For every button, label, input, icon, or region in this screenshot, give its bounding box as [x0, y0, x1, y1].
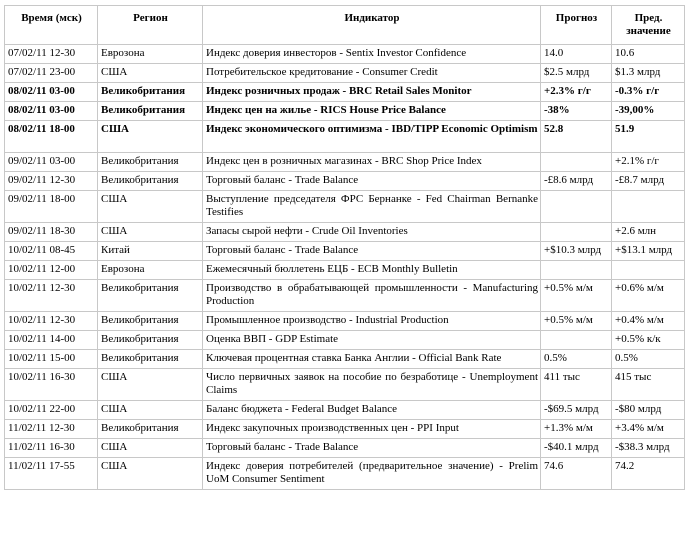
cell-time: 09/02/11 18-00	[5, 191, 98, 223]
table-row	[5, 83, 685, 102]
cell-indicator: Индекс экономического оптимизма - IBD/TIPP Economic Optimism	[203, 121, 541, 153]
cell-region: Великобритания	[98, 172, 203, 191]
cell-time: 07/02/11 12-30	[5, 45, 98, 64]
cell-region: США	[98, 439, 203, 458]
cell-region: Великобритания	[98, 83, 203, 102]
cell-indicator: Баланс бюджета - Federal Budget Balance	[203, 401, 541, 420]
cell-region: Еврозона	[98, 261, 203, 280]
header-region: Регион	[98, 6, 203, 45]
cell-region: США	[98, 401, 203, 420]
cell-previous	[612, 261, 685, 280]
cell-region: Великобритания	[98, 312, 203, 331]
table-row	[5, 45, 685, 64]
calendar-container	[4, 5, 685, 490]
cell-forecast: -$40.1 млрд	[541, 439, 612, 458]
table-row	[5, 261, 685, 280]
cell-time: 08/02/11 03-00	[5, 83, 98, 102]
table-row	[5, 420, 685, 439]
cell-forecast	[541, 261, 612, 280]
table-row	[5, 369, 685, 401]
cell-time: 10/02/11 22-00	[5, 401, 98, 420]
cell-indicator: Индекс цен на жилье - RICS House Price Balance	[203, 102, 541, 121]
economic-calendar-table	[4, 5, 685, 490]
cell-forecast: +0.5% м/м	[541, 312, 612, 331]
cell-previous: -0.3% г/г	[612, 83, 685, 102]
cell-forecast: +2.3% г/г	[541, 83, 612, 102]
cell-previous: -$80 млрд	[612, 401, 685, 420]
cell-previous: 74.2	[612, 458, 685, 490]
cell-region: Великобритания	[98, 102, 203, 121]
cell-previous: 51.9	[612, 121, 685, 153]
cell-forecast: +$10.3 млрд	[541, 242, 612, 261]
cell-forecast: -£8.6 млрд	[541, 172, 612, 191]
cell-indicator: Оценка ВВП - GDP Estimate	[203, 331, 541, 350]
cell-time: 09/02/11 03-00	[5, 153, 98, 172]
cell-indicator: Производство в обрабатывающей промышленности - Manufacturing Production	[203, 280, 541, 312]
cell-region: США	[98, 458, 203, 490]
cell-time: 11/02/11 17-55	[5, 458, 98, 490]
table-row	[5, 280, 685, 312]
cell-indicator: Число первичных заявок на пособие по безработице - Unemployment Claims	[203, 369, 541, 401]
cell-region: США	[98, 191, 203, 223]
header-row	[5, 6, 685, 45]
cell-forecast	[541, 331, 612, 350]
cell-time: 10/02/11 12-00	[5, 261, 98, 280]
cell-region: Еврозона	[98, 45, 203, 64]
cell-previous: +0.6% м/м	[612, 280, 685, 312]
cell-indicator: Индекс цен в розничных магазинах - BRC Shop Price Index	[203, 153, 541, 172]
cell-indicator: Индекс доверия инвесторов - Sentix Investor Confidence	[203, 45, 541, 64]
cell-indicator: Ключевая процентная ставка Банка Англии - Official Bank Rate	[203, 350, 541, 369]
cell-forecast: +0.5% м/м	[541, 280, 612, 312]
cell-region: США	[98, 223, 203, 242]
cell-time: 11/02/11 12-30	[5, 420, 98, 439]
cell-time: 07/02/11 23-00	[5, 64, 98, 83]
header-forecast: Прогноз	[541, 6, 612, 45]
cell-indicator: Потребительское кредитование - Consumer Credit	[203, 64, 541, 83]
cell-time: 10/02/11 14-00	[5, 331, 98, 350]
cell-forecast: 52.8	[541, 121, 612, 153]
cell-indicator: Запасы сырой нефти - Crude Oil Inventories	[203, 223, 541, 242]
cell-time: 08/02/11 03-00	[5, 102, 98, 121]
cell-time: 09/02/11 12-30	[5, 172, 98, 191]
cell-previous: 0.5%	[612, 350, 685, 369]
cell-forecast: +1.3% м/м	[541, 420, 612, 439]
table-row	[5, 242, 685, 261]
table-row	[5, 312, 685, 331]
cell-region: Великобритания	[98, 350, 203, 369]
cell-region: Великобритания	[98, 331, 203, 350]
table-row	[5, 153, 685, 172]
table-row	[5, 172, 685, 191]
cell-previous: +0.4% м/м	[612, 312, 685, 331]
cell-previous: +$13.1 млрд	[612, 242, 685, 261]
cell-previous: -39,00%	[612, 102, 685, 121]
cell-forecast: -$69.5 млрд	[541, 401, 612, 420]
cell-time: 10/02/11 12-30	[5, 280, 98, 312]
cell-indicator: Выступление председателя ФРС Бернанке - Fed Chairman Bernanke Testifies	[203, 191, 541, 223]
cell-indicator: Торговый баланс - Trade Balance	[203, 242, 541, 261]
cell-region: США	[98, 369, 203, 401]
cell-previous	[612, 191, 685, 223]
table-row	[5, 401, 685, 420]
cell-indicator: Индекс доверия потребителей (предварительное значение) - Prelim UoM Consumer Sentiment	[203, 458, 541, 490]
cell-forecast: 14.0	[541, 45, 612, 64]
cell-previous: -$38.3 млрд	[612, 439, 685, 458]
cell-forecast	[541, 191, 612, 223]
table-row	[5, 458, 685, 490]
cell-region: США	[98, 121, 203, 153]
cell-previous: 415 тыс	[612, 369, 685, 401]
table-row	[5, 121, 685, 153]
cell-previous: 10.6	[612, 45, 685, 64]
table-row	[5, 102, 685, 121]
table-row	[5, 64, 685, 83]
cell-indicator: Индекс розничных продаж - BRC Retail Sales Monitor	[203, 83, 541, 102]
cell-time: 09/02/11 18-30	[5, 223, 98, 242]
table-row	[5, 350, 685, 369]
cell-previous: +2.6 млн	[612, 223, 685, 242]
cell-time: 10/02/11 08-45	[5, 242, 98, 261]
cell-indicator: Ежемесячный бюллетень ЕЦБ - ECB Monthly Bulletin	[203, 261, 541, 280]
cell-indicator: Индекс закупочных производственных цен - PPI Input	[203, 420, 541, 439]
cell-previous: +0.5% к/к	[612, 331, 685, 350]
cell-indicator: Торговый баланс - Trade Balance	[203, 439, 541, 458]
table-row	[5, 223, 685, 242]
header-time: Время (мск)	[5, 6, 98, 45]
cell-time: 10/02/11 16-30	[5, 369, 98, 401]
cell-forecast	[541, 153, 612, 172]
cell-forecast	[541, 223, 612, 242]
cell-region: Великобритания	[98, 153, 203, 172]
cell-previous: +2.1% г/г	[612, 153, 685, 172]
cell-region: Китай	[98, 242, 203, 261]
cell-forecast: 411 тыс	[541, 369, 612, 401]
header-indicator: Индикатор	[203, 6, 541, 45]
table-row	[5, 331, 685, 350]
header-previous: Пред. значение	[612, 6, 685, 45]
cell-forecast: $2.5 млрд	[541, 64, 612, 83]
cell-time: 10/02/11 15-00	[5, 350, 98, 369]
cell-previous: -£8.7 млрд	[612, 172, 685, 191]
cell-previous: $1.3 млрд	[612, 64, 685, 83]
cell-indicator: Промышленное производство - Industrial Production	[203, 312, 541, 331]
cell-forecast: -38%	[541, 102, 612, 121]
cell-forecast: 0.5%	[541, 350, 612, 369]
table-row	[5, 439, 685, 458]
cell-forecast: 74.6	[541, 458, 612, 490]
cell-previous: +3.4% м/м	[612, 420, 685, 439]
cell-time: 10/02/11 12-30	[5, 312, 98, 331]
table-row	[5, 191, 685, 223]
cell-region: Великобритания	[98, 420, 203, 439]
cell-indicator: Торговый баланс - Trade Balance	[203, 172, 541, 191]
cell-region: Великобритания	[98, 280, 203, 312]
table-body	[5, 45, 685, 490]
cell-time: 11/02/11 16-30	[5, 439, 98, 458]
cell-time: 08/02/11 18-00	[5, 121, 98, 153]
cell-region: США	[98, 64, 203, 83]
table-header	[5, 6, 685, 45]
